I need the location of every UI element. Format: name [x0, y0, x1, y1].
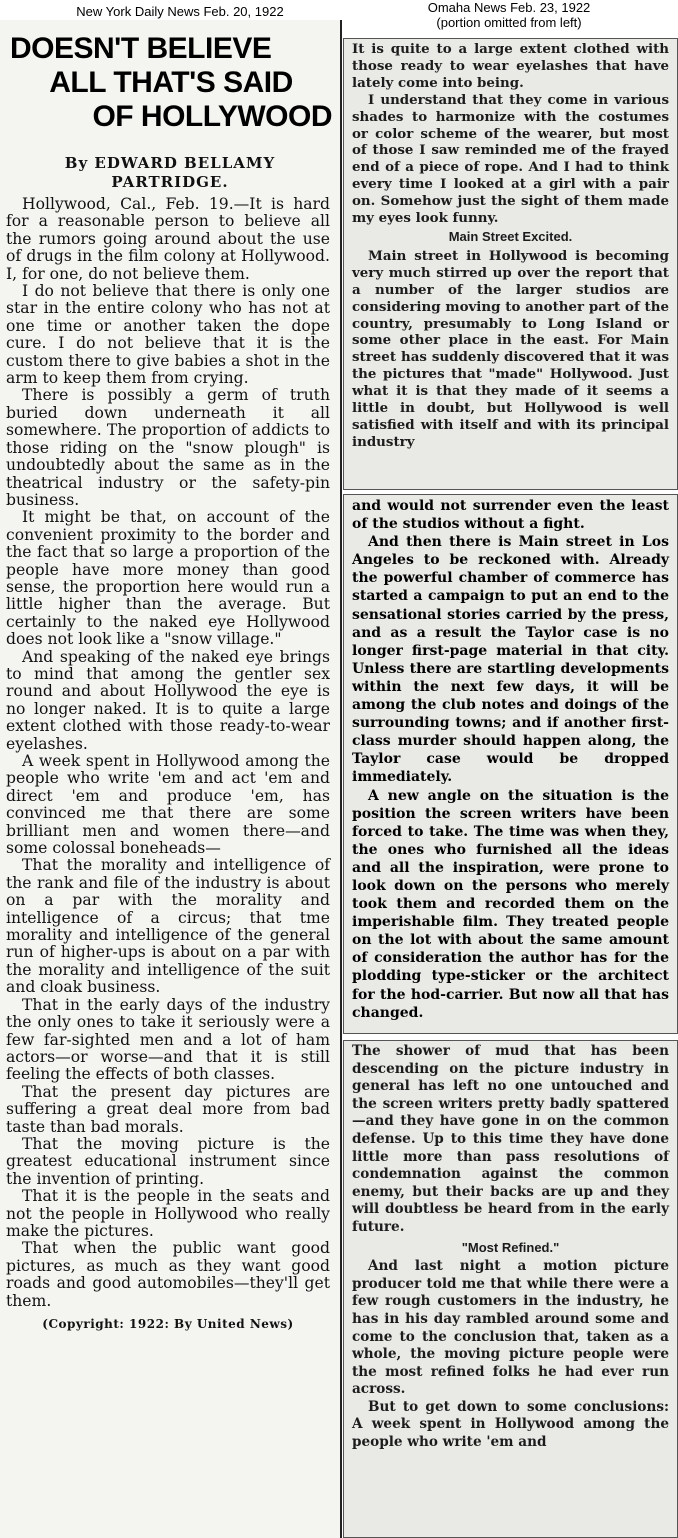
paragraph: And then there is Main street in Los Angeles to be reckoned with. Already the powerful chamber of commerce has started a campaign to put an end to the sensational stories carried by the press, and as a result the Taylor case is no longer first-page material in that city. Unless there are startling developments within the next few days, it will be among the club notes and doings of the surrounding towns; and if another first-class murder should happen along, the Taylor case would be dropped immediately. [352, 534, 669, 786]
paragraph: The shower of mud that has been descending on the picture industry in general has left no one untouched and the screen writers pretty badly spattered—and they have gone in on the common defense. Up to this time they have done little more than pass resolutions of condemnation against the common enemy, but their backs are up and they will doubtless be heard from in the early future. [352, 1043, 669, 1235]
paragraph: Main street in Hollywood is becoming very much stirred up over the report that a number of the larger studios are considering moving to another part of the country, presumably to Long Island or some other place in the east. For Main street has suddenly discovered that it was the pictures that "made" Hollywood. Just what it is that they made of it seems a little in doubt, but Hollywood is well satisfied with itself and with its principal industry [352, 247, 669, 450]
copyright-line: (Copyright: 1922: By United News) [42, 1317, 294, 1331]
byline [0, 154, 340, 192]
clipping-1-body [344, 39, 677, 451]
paragraph: It is quite to a large extent clothed with those ready to wear eyelashes that have lately come into being. [352, 41, 669, 91]
omaha-news-clipping-1 [343, 38, 678, 490]
article-headline [10, 32, 332, 134]
right-caption-line-2: (portion omitted from left) [436, 15, 582, 30]
paragraph: But to get down to some conclusions: A week spent in Hollywood among the people who write 'em and [352, 1398, 669, 1451]
left-source-caption: New York Daily News Feb. 20, 1922 [76, 4, 284, 19]
paragraph: That the morality and intelligence of the rank and file of the industry is about on a par with the morality and intelligence of a circus; that tme morality and intelligence of the general run of higher-ups is about on a par with the morality and intelligence of the suit and cloak business. [6, 856, 330, 997]
paragraph: That when the public want good pictures, as much as they want good roads and good automobiles—they'll get them. [6, 1239, 330, 1310]
byline-line-2: PARTRIDGE. [111, 173, 229, 191]
ny-daily-news-clipping [0, 20, 342, 1538]
paragraph: There is possibly a germ of truth buried down underneath it all somewhere. The proportion of addicts to those riding on the "snow plough" is undoubtedly about the same as in the theatrical industry or the safety-pin business. [6, 386, 330, 509]
paragraph: A new angle on the situation is the position the screen writers have been forced to take. The time was when they, the ones who furnished all the ideas and all the inspiration, were prone to look down on the persons who merely took them and recorded them on the imperishable film. They treated people on the lot with about the same amount of consideration the author has for the plodding type-sticker or the architect for the hod-carrier. But now all that has changed. [352, 787, 669, 1021]
paragraph: And last night a motion picture producer told me that while there were a few rough customers in the industry, he has in his day rambled around some and come to the conclusion that, taken as a whole, the moving picture people were the most refined folks he had ever run across. [352, 1258, 669, 1398]
paragraph: I do not believe that there is only one star in the entire colony who has not at one time or another taken the dope cure. I do not believe that it is the custom there to give babies a shot in the arm to keep them from crying. [6, 282, 330, 388]
paragraph: That the moving picture is the greatest educational instrument since the invention of printing. [6, 1134, 330, 1188]
paragraph: And speaking of the naked eye brings to mind that among the gentler sex round and about Hollywood the eye is no longer naked. It is to quite a large extent clothed with those ready-to-wear eyelashes. [6, 647, 330, 753]
clipping-2-body [344, 495, 677, 1022]
paragraph: and would not surrender even the least of the studios without a fight. [352, 498, 669, 533]
paragraph: That the present day pictures are suffering a great deal more from bad taste than bad morals. [6, 1082, 330, 1136]
paragraph: That it is the people in the seats and not the people in Hollywood who really make the pictures. [6, 1187, 330, 1240]
headline-line-2: ALL THAT'S SAID [49, 66, 293, 99]
headline-line-3: OF HOLLYWOOD [92, 100, 332, 133]
subhead: "Most Refined." [461, 1239, 560, 1255]
byline-line-1: By EDWARD BELLAMY [64, 154, 276, 172]
paragraph: A week spent in Hollywood among the people who write 'em and act 'em and direct 'em and produce 'em, has convinced me that there are some brilliant men and women there—and some colossal boneheads— [6, 752, 330, 858]
subhead: Main Street Excited. [448, 228, 573, 244]
paragraph: That in the early days of the industry the only ones to take it seriously were a few far-sighted men and a lot of ham actors—or worse—and that it is still feeling the effects of both classes. [6, 995, 330, 1084]
article-body [0, 192, 340, 1333]
right-caption-line-1: Omaha News Feb. 23, 1922 [427, 0, 591, 15]
headline-line-1: DOESN'T BELIEVE [10, 32, 272, 65]
omaha-news-clipping-3 [343, 1040, 678, 1538]
paragraph: I understand that they come in various shades to harmonize with the costumes or color scheme of the wearer, but most of those I saw reminded me of the frayed end of a piece of rope. And I had to think every time I looked at a girl with a pair on. Somehow just the sight of them made my eyes look funny. [352, 91, 669, 227]
omaha-news-clipping-2 [343, 494, 678, 1034]
paragraph: It might be that, on account of the convenient proximity to the border and the fact that so large a proportion of the people have more money than good sense, the proportion here would run a little higher than the average. But certainly to the naked eye Hollywood does not look like a "snow village." [6, 508, 330, 649]
right-source-caption [340, 0, 678, 30]
clipping-3-body [344, 1041, 677, 1452]
paragraph: Hollywood, Cal., Feb. 19.—It is hard for a reasonable person to believe all the rumors going around about the use of drugs in the film colony at Hollywood. I, for one, do not believe them. [6, 195, 330, 283]
